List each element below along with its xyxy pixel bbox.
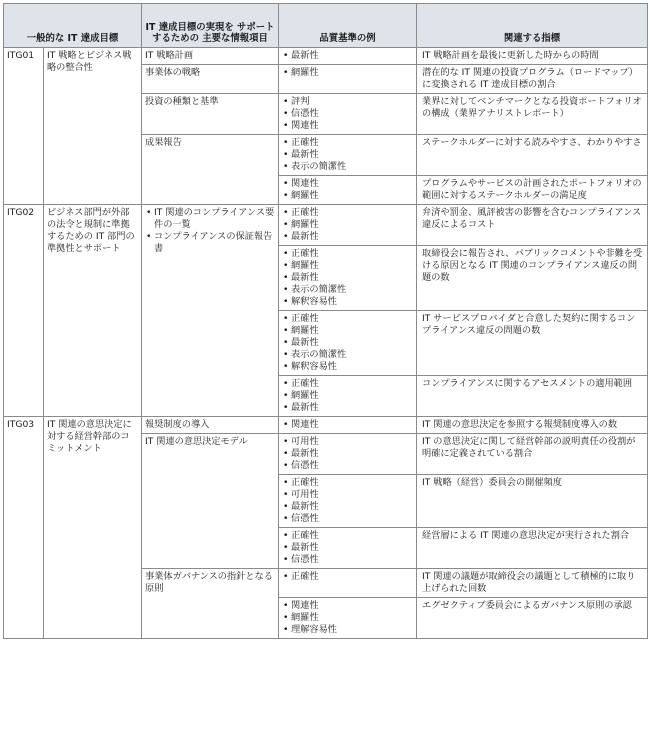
quality-item: • 表示の簡潔性 [282, 284, 413, 296]
goal-text: ビジネス部門が外部の法令と規制に準拠するための IT 部門の準拠性とサポート [44, 205, 142, 417]
quality-cell [279, 205, 417, 246]
metric-cell: IT サービスプロバイダと合意した契約に関するコンプライアンス違反の問題の数 [417, 311, 648, 376]
quality-list [282, 67, 413, 79]
info-item: 事業体ガバナンスの指針となる原則 [142, 569, 279, 639]
quality-item: • 正確性 [282, 571, 413, 583]
quality-cell [279, 569, 417, 598]
quality-item: • 関連性 [282, 600, 413, 612]
metric-cell: プログラムやサービスの計画されたポートフォリオの範囲に対するステークホルダーの満足度 [417, 176, 648, 205]
metric-cell: IT 関連の意思決定を参照する報奨制度導入の数 [417, 417, 648, 434]
quality-item: • 正確性 [282, 313, 413, 325]
quality-cell [279, 376, 417, 417]
quality-item: • 解釈容易性 [282, 361, 413, 373]
quality-item: • 網羅性 [282, 612, 413, 624]
info-item: IT 戦略計画 [142, 48, 279, 65]
quality-cell [279, 65, 417, 94]
goal-text: IT 関連の意思決定に対する経営幹部のコミットメント [44, 417, 142, 639]
quality-cell [279, 434, 417, 475]
metric-cell: コンプライアンスに関するアセスメントの適用範囲 [417, 376, 648, 417]
header-quality-criteria: 品質基準の例 [279, 4, 417, 48]
metric-cell: 取締役会に報告され、パブリックコメントや非難を受ける原因となる IT 関連のコンプライアンス違反の問題の数 [417, 246, 648, 311]
quality-cell [279, 176, 417, 205]
quality-item: • 網羅性 [282, 219, 413, 231]
metric-cell: 弁済や罰金、風評被害の影響を含むコンプライアンス違反によるコスト [417, 205, 648, 246]
metric-cell: IT の意思決定に関して経営幹部の説明責任の役割が明確に定義されている割合 [417, 434, 648, 475]
quality-item: • 最新性 [282, 149, 413, 161]
header-related-metric: 関連する指標 [417, 4, 648, 48]
quality-item: • 信憑性 [282, 460, 413, 472]
quality-list [282, 207, 413, 243]
goal-text: IT 戦略とビジネス戦略の整合性 [44, 48, 142, 205]
quality-item: • 可用性 [282, 489, 413, 501]
quality-item: • 可用性 [282, 436, 413, 448]
table-row [4, 205, 648, 246]
quality-list [282, 571, 413, 583]
table-row [4, 48, 648, 65]
quality-item: • 最新性 [282, 337, 413, 349]
quality-item: • 正確性 [282, 530, 413, 542]
quality-item: • 網羅性 [282, 190, 413, 202]
quality-item: • 最新性 [282, 272, 413, 284]
quality-list [282, 248, 413, 308]
quality-item: • 信憑性 [282, 554, 413, 566]
info-item: 成果報告 [142, 135, 279, 205]
quality-item: • 評判 [282, 96, 413, 108]
quality-item: • 網羅性 [282, 325, 413, 337]
goal-id: ITG03 [4, 417, 44, 639]
quality-list [282, 600, 413, 636]
goal-id: ITG01 [4, 48, 44, 205]
quality-cell [279, 417, 417, 434]
quality-cell [279, 135, 417, 176]
table-row [4, 417, 648, 434]
quality-item: • 理解容易性 [282, 624, 413, 636]
quality-cell [279, 246, 417, 311]
quality-item: • 信憑性 [282, 513, 413, 525]
quality-list [282, 477, 413, 525]
quality-item: • 正確性 [282, 207, 413, 219]
metric-cell: 潜在的な IT 関連の投資プログラム（ロードマップ）に変換される IT 達成目標の割合 [417, 65, 648, 94]
quality-item: • 最新性 [282, 448, 413, 460]
quality-cell [279, 311, 417, 376]
info-item: 投資の種類と基準 [142, 94, 279, 135]
quality-item: • 最新性 [282, 231, 413, 243]
header-row [4, 4, 648, 48]
info-list-item: • コンプライアンスの保証報告書 [145, 231, 275, 255]
quality-item: • 最新性 [282, 50, 413, 62]
quality-list [282, 96, 413, 132]
quality-list [282, 419, 413, 431]
metric-cell: ステークホルダーに対する読みやすさ、わかりやすさ [417, 135, 648, 176]
quality-item: • 関連性 [282, 120, 413, 132]
quality-item: • 最新性 [282, 542, 413, 554]
metric-cell: エグゼクティブ委員会によるガバナンス原則の承認 [417, 598, 648, 639]
info-list [145, 207, 275, 255]
metric-cell: IT 関連の議題が取締役会の議題として積極的に取り上げられた回数 [417, 569, 648, 598]
quality-cell [279, 475, 417, 528]
metric-cell: 経営層による IT 関連の意思決定が実行された割合 [417, 528, 648, 569]
quality-list [282, 178, 413, 202]
quality-item: • 網羅性 [282, 67, 413, 79]
quality-item: • 表示の簡潔性 [282, 349, 413, 361]
header-info-items: IT 達成目標の実現を サポートするための 主要な情報項目 [142, 4, 279, 48]
quality-item: • 正確性 [282, 477, 413, 489]
info-list-cell [142, 205, 279, 417]
quality-item: • 網羅性 [282, 390, 413, 402]
quality-item: • 最新性 [282, 501, 413, 513]
info-list-item: • IT 関連のコンプライアンス要件の一覧 [145, 207, 275, 231]
quality-item: • 表示の簡潔性 [282, 161, 413, 173]
quality-cell [279, 94, 417, 135]
info-item: 事業体の戦略 [142, 65, 279, 94]
it-goals-table [3, 3, 648, 639]
quality-item: • 正確性 [282, 137, 413, 149]
goal-id: ITG02 [4, 205, 44, 417]
quality-list [282, 436, 413, 472]
metric-cell: IT 戦略計画を最後に更新した時からの時間 [417, 48, 648, 65]
info-item: 報奨制度の導入 [142, 417, 279, 434]
header-generic-goal: 一般的な IT 達成目標 [4, 4, 142, 48]
info-item: IT 関連の意思決定モデル [142, 434, 279, 569]
quality-item: • 関連性 [282, 419, 413, 431]
quality-cell [279, 528, 417, 569]
metric-cell: 業界に対してベンチマークとなる投資ポートフォリオの構成（業界アナリストレポート） [417, 94, 648, 135]
quality-item: • 正確性 [282, 378, 413, 390]
quality-item: • 解釈容易性 [282, 296, 413, 308]
quality-list [282, 313, 413, 373]
quality-list [282, 137, 413, 173]
quality-item: • 正確性 [282, 248, 413, 260]
quality-cell [279, 48, 417, 65]
quality-item: • 信憑性 [282, 108, 413, 120]
quality-list [282, 378, 413, 414]
metric-cell: IT 戦略（経営）委員会の開催頻度 [417, 475, 648, 528]
table-body [4, 48, 648, 639]
quality-list [282, 50, 413, 62]
quality-item: • 網羅性 [282, 260, 413, 272]
quality-cell [279, 598, 417, 639]
quality-list [282, 530, 413, 566]
quality-item: • 関連性 [282, 178, 413, 190]
quality-item: • 最新性 [282, 402, 413, 414]
